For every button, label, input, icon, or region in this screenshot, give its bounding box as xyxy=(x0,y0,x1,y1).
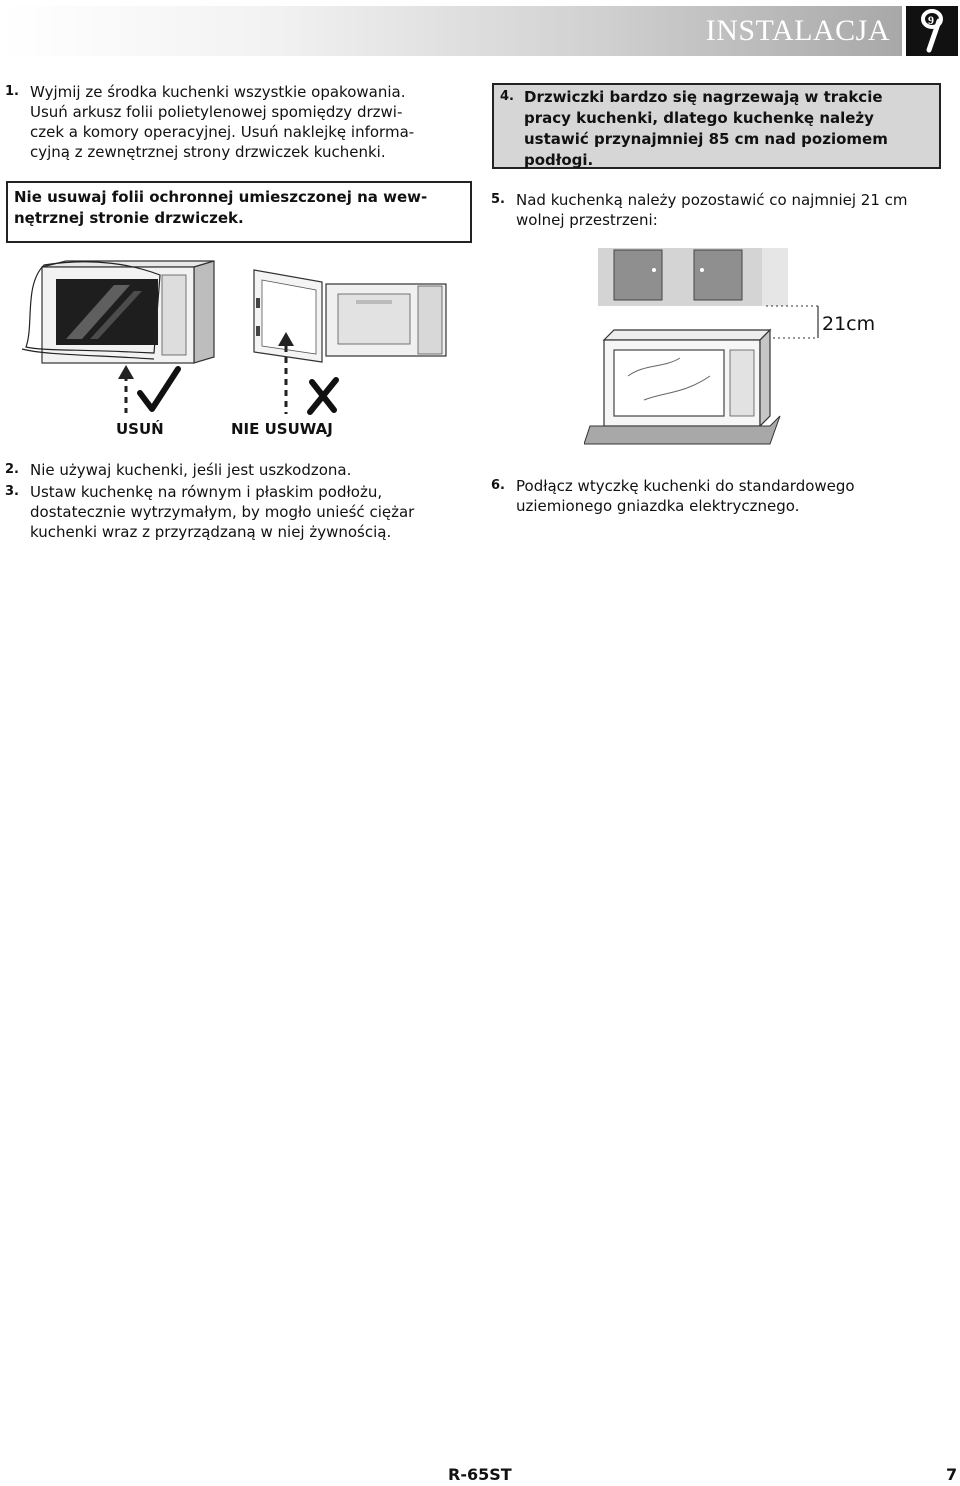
step-4-warning-box xyxy=(492,83,941,169)
step-6-number: 6. xyxy=(491,478,505,493)
steps-2-3 xyxy=(5,460,415,542)
cabinet-knob xyxy=(652,268,656,272)
cavity-vent xyxy=(356,300,392,304)
step-5-number: 5. xyxy=(491,192,505,207)
step-3-line: kuchenki wraz z przyrządzaną w niej żywnością. xyxy=(30,523,392,541)
cabinet-door xyxy=(694,250,742,300)
badge-glyph: 9 xyxy=(928,13,934,27)
step-1-line: czek a komory operacyjnej. Usuń naklejkę informa- xyxy=(30,123,415,141)
step-1-line: cyjną z zewnętrznej strony drzwiczek kuchenki. xyxy=(30,143,386,161)
warning-note-box xyxy=(6,181,472,243)
do-not-remove-label: NIE USUWAJ xyxy=(231,420,333,438)
control-panel xyxy=(418,286,442,354)
step-6-line: Podłącz wtyczkę kuchenki do standardowego xyxy=(516,477,855,495)
footer-model-number: R-65ST xyxy=(448,1465,512,1484)
step-1-line: Wyjmij ze środka kuchenki wszystkie opakowania. xyxy=(30,83,406,101)
step-3-number: 3. xyxy=(5,484,19,499)
note-line: nętrznej stronie drzwiczek. xyxy=(14,209,244,227)
step-4-line: ustawić przynajmniej 85 cm nad poziomem xyxy=(524,130,888,148)
step-3 xyxy=(5,482,415,542)
step-6 xyxy=(491,476,855,516)
step-2-number: 2. xyxy=(5,462,19,477)
door-latch xyxy=(256,298,260,308)
cabinet-knob xyxy=(700,268,704,272)
step-1-number: 1. xyxy=(5,84,19,99)
arrow-up-icon xyxy=(118,365,134,379)
step-5-line: wolnej przestrzeni: xyxy=(516,211,658,229)
step-4-number: 4. xyxy=(500,89,514,104)
step-3-line: Ustaw kuchenkę na równym i płaskim podłożu, xyxy=(30,483,383,501)
clearance-label: 21cm xyxy=(822,313,876,335)
checkmark-icon xyxy=(140,369,178,409)
section-badge xyxy=(906,6,958,56)
microwave-controls xyxy=(730,350,754,416)
step-4-text xyxy=(524,87,888,171)
oven-side xyxy=(194,261,214,363)
step-2 xyxy=(5,460,414,480)
cabinet-door xyxy=(614,250,662,300)
step-5 xyxy=(491,190,908,230)
step-6-line: uziemionego gniazdka elektrycznego. xyxy=(516,497,800,515)
step-4-line: pracy kuchenki, dlatego kuchenkę należy xyxy=(524,109,874,127)
step-2-line: Nie używaj kuchenki, jeśli jest uszkodzona. xyxy=(30,461,352,479)
clearance-illustration xyxy=(584,246,884,454)
step-3-line: dostatecznie wytrzymałym, by mogło unieść ciężar xyxy=(30,503,415,521)
remove-label: USUŃ xyxy=(116,420,164,438)
control-panel xyxy=(162,275,186,355)
note-line: Nie usuwaj folii ochronnej umieszczonej na wew- xyxy=(14,188,428,206)
step-4-line: podłogi. xyxy=(524,151,594,169)
cross-icon xyxy=(310,380,336,412)
step-4-line: Drzwiczki bardzo się nagrzewają w trakcie xyxy=(524,88,883,106)
section-title: INSTALACJA xyxy=(705,14,890,47)
badge-icon xyxy=(906,6,958,56)
microwave-side xyxy=(760,330,770,426)
footer-page-number: 7 xyxy=(946,1465,958,1484)
door-latch xyxy=(256,326,260,336)
step-5-line: Nad kuchenką należy pozostawić co najmniej 21 cm xyxy=(516,191,908,209)
microwave-top xyxy=(604,330,770,340)
cabinet-side xyxy=(762,248,788,306)
step-1 xyxy=(5,82,415,162)
step-1-line: Usuń arkusz folii polietylenowej spomiędzy drzwi- xyxy=(30,103,403,121)
microwave-open-illustration xyxy=(240,262,455,420)
microwave-window xyxy=(614,350,724,416)
microwave-closed-illustration xyxy=(14,255,224,415)
